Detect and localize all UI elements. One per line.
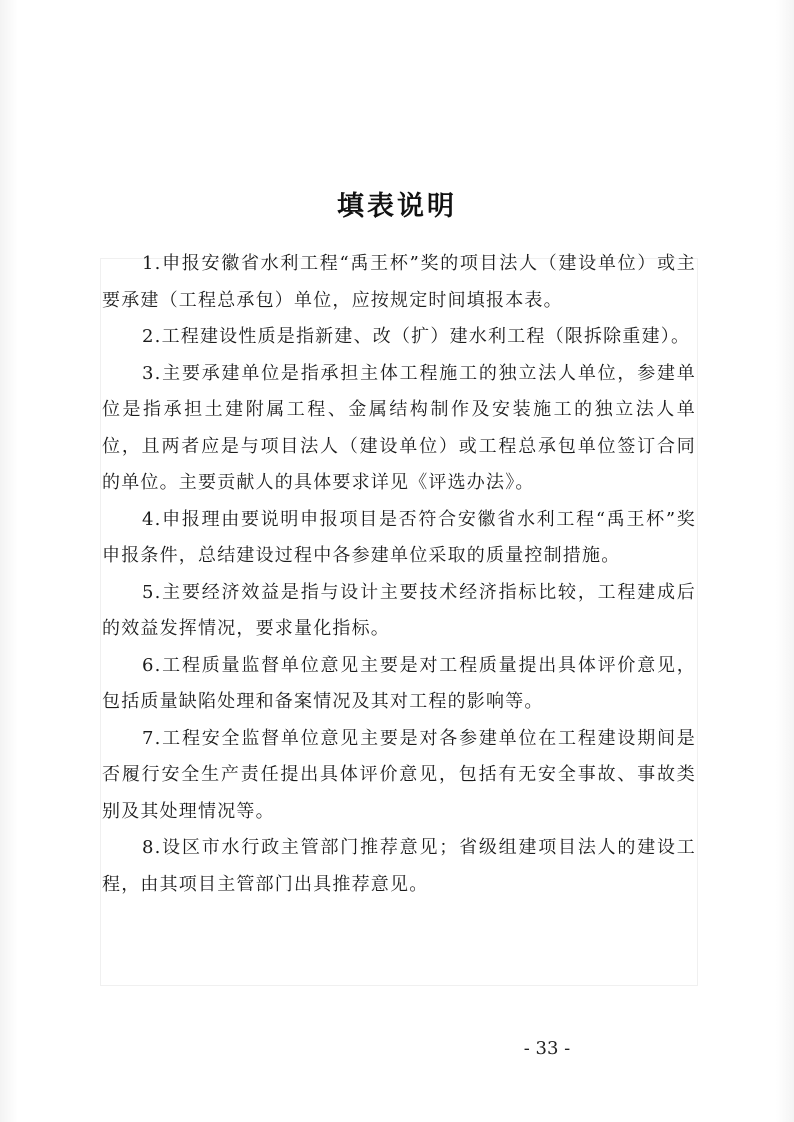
instruction-paragraph-8: 8.设区市水行政主管部门推荐意见；省级组建项目法人的建设工程，由其项目主管部门出具推荐意见。 — [102, 837, 696, 895]
instruction-paragraph-4: 4.申报理由要说明申报项目是否符合安徽省水利工程“禹王杯”奖申报条件，总结建设过程中各参建单位采取的质量控制措施。 — [102, 508, 696, 566]
page-title: 填表说明 — [337, 191, 457, 223]
instruction-paragraph-5: 5.主要经济效益是指与设计主要技术经济指标比较，工程建成后的效益发挥情况，要求量化指标。 — [102, 581, 696, 639]
instruction-paragraph-7: 7.工程安全监督单位意见主要是对各参建单位在工程建设期间是否履行安全生产责任提出具体评价意见，包括有无安全事故、事故类别及其处理情况等。 — [102, 727, 696, 822]
instruction-paragraph-1: 1.申报安徽省水利工程“禹王杯”奖的项目法人（建设单位）或主要承建（工程总承包）单位，应按规定时间填报本表。 — [102, 253, 696, 311]
instructions-body — [102, 246, 696, 903]
instruction-paragraph-3: 3.主要承建单位是指承担主体工程施工的独立法人单位，参建单位是指承担土建附属工程、金属结构制作及安装施工的独立法人单位，且两者应是与项目法人（建设单位）或工程总承包单位签订合同的单位。主要贡献人的具体要求详见《评选办法》。 — [102, 362, 696, 493]
page-number: - 33 - — [523, 1038, 571, 1059]
instruction-paragraph-6: 6.工程质量监督单位意见主要是对工程质量提出具体评价意见，包括质量缺陷处理和备案情况及其对工程的影响等。 — [102, 654, 696, 712]
instruction-paragraph-2: 2.工程建设性质是指新建、改（扩）建水利工程（限拆除重建）。 — [142, 326, 691, 347]
